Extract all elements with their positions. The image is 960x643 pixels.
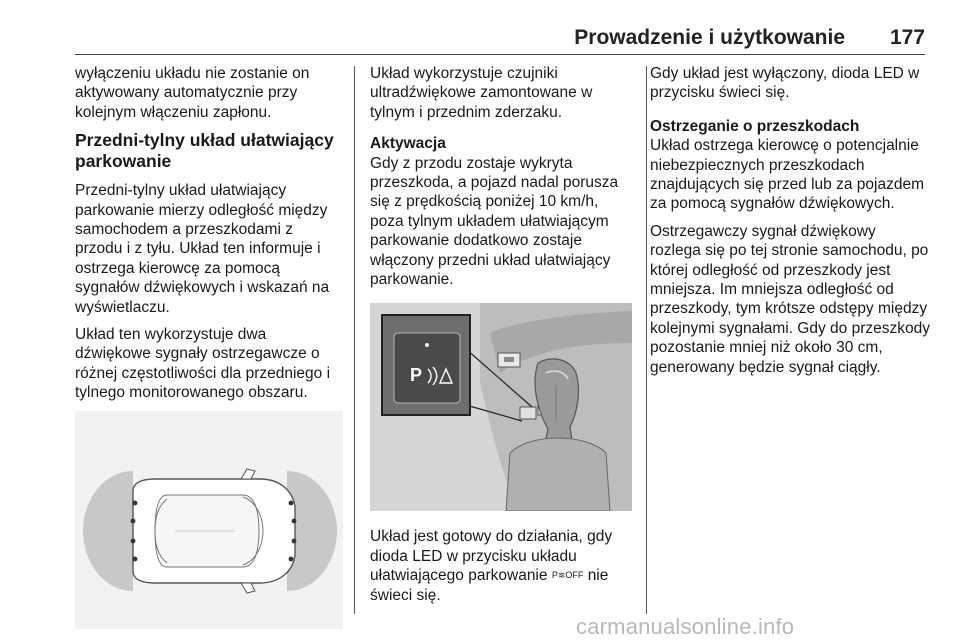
figure-park-assist-button	[370, 303, 632, 511]
paragraph: Układ ten wykorzystuje dwa dźwiękowe sygnały ostrzegawcze o różnej częstotliwości dla przedniego i tylnego monitorowanego obszaru.	[75, 326, 331, 402]
header-rule	[75, 54, 925, 55]
page-header	[75, 26, 925, 56]
column-1	[75, 64, 343, 643]
page-number: 177	[889, 26, 925, 49]
column-divider	[646, 66, 647, 614]
figure-car-sensor-zones	[75, 411, 343, 629]
column-3	[650, 64, 930, 385]
paragraph: Przedni-tylny układ ułatwiający parkowanie mierzy odległość między samochodem a przeszkodami z przodu i z tyłu. Układ ten informuje i ostrzega kierowcę za pomocą sygnałów dźwiękowych i wskazań na wyświetlaczu.	[75, 182, 330, 316]
paragraph: Gdy układ jest wyłączony, dioda LED w przycisku świeci się.	[650, 65, 920, 102]
text-span: Układ jest gotowy do działania, gdy dioda LED w przycisku układu ułatwiającego parkowanie	[370, 528, 613, 585]
paragraph	[370, 527, 636, 605]
park-assist-off-icon: P≋OFF	[551, 570, 584, 581]
center-console-illustration	[370, 303, 632, 511]
paragraph: Układ wykorzystuje czujniki ultradźwiękowe zamontowane w tylnym i przednim zderzaku.	[370, 65, 593, 121]
watermark: carmanualsonline.info	[576, 614, 795, 639]
subheading: Ostrzeganie o przeszkodach	[650, 117, 860, 135]
park-assist-button-label: P	[410, 365, 423, 386]
text-span: nie świeci się.	[370, 567, 609, 604]
paragraph: wyłączeniu układu nie zostanie on aktywowany automatycznie przy kolejnym włączeniu zapłonu.	[75, 65, 310, 121]
column-divider	[354, 66, 355, 614]
subheading: Aktywacja	[370, 135, 446, 153]
car-top-view-illustration	[75, 411, 343, 629]
paragraph: Gdy z przodu zostaje wykryta przeszkoda, a pojazd nadal porusza się z prędkością poniżej 10 km/h, poza tylnym układem ułatwiającym parkowanie dodatkowo zostaje włączony przedni układ ułatwiający parkowanie.	[370, 154, 619, 289]
header-title: Prowadzenie i użytkowanie	[574, 26, 845, 49]
column-2	[370, 64, 636, 613]
paragraph: Ostrzegawczy sygnał dźwiękowy rozlega się po tej stronie samochodu, po której odległość od przeszkody jest mniejsza. Im mniejsza odległość od przeszkody, tym krótsze odstępy między kolejnymi sygnałami. Gdy do przeszkody pozostanie mniej niż około 30 cm, generowany będzie sygnał ciągły.	[650, 222, 930, 376]
paragraph: Układ ostrzega kierowcę o potencjalnie niebezpiecznych przeszkodach znajdujących się przed lub za pojazdem za pomocą sygnałów dźwiękowych.	[650, 137, 924, 213]
section-heading: Przedni-tylny układ ułatwiający parkowanie	[75, 130, 334, 172]
